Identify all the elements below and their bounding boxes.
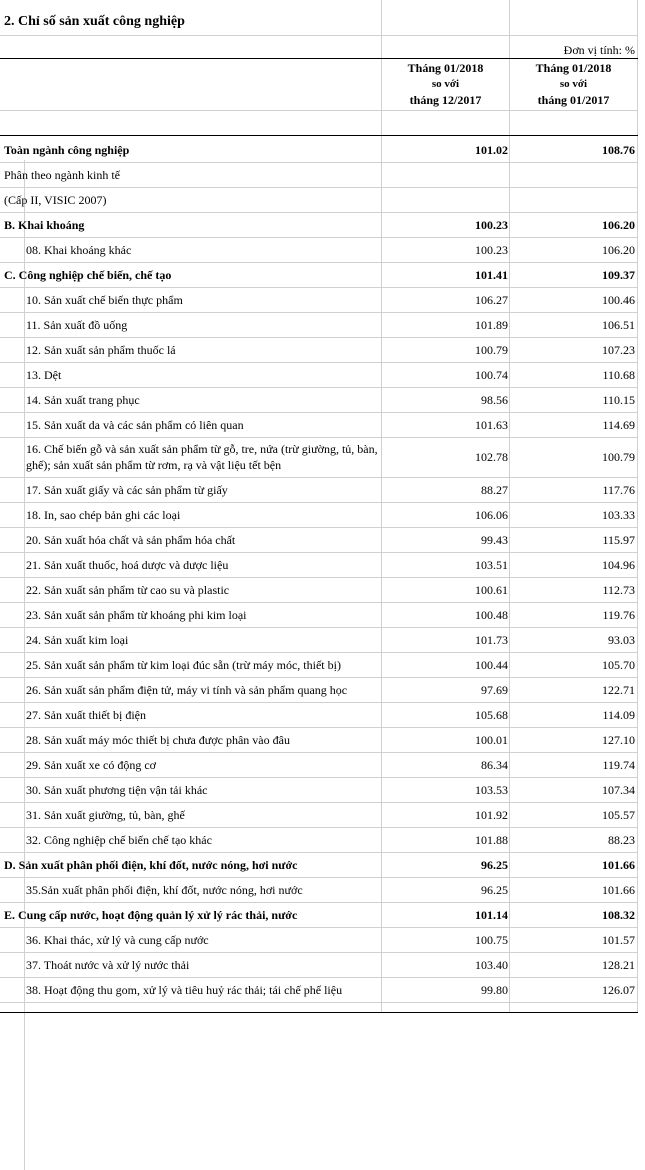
value-vs-same-month-last-year: 119.74 bbox=[602, 758, 635, 772]
value-vs-same-month-last-year: 104.96 bbox=[602, 558, 635, 572]
row-label: 24. Sản xuất kim loại bbox=[26, 633, 129, 647]
row-label: 23. Sản xuất sản phẩm từ khoáng phi kim loại bbox=[26, 608, 247, 622]
value-vs-same-month-last-year: 108.76 bbox=[602, 143, 635, 157]
row-label: Phân theo ngành kinh tế bbox=[4, 168, 120, 182]
value-vs-same-month-last-year: 103.33 bbox=[602, 508, 635, 522]
grid-line bbox=[0, 702, 638, 703]
grid-line bbox=[0, 552, 638, 553]
value-vs-same-month-last-year: 115.97 bbox=[602, 533, 635, 547]
value-vs-previous-month: 100.44 bbox=[475, 658, 508, 672]
row-label: 16. Chế biến gỗ và sản xuất sản phẩm từ gỗ, tre, nứa (trừ giường, tủ, bàn, ghế); sản xuất sản phẩm từ rơm, rạ và vật liệu tết bện bbox=[26, 442, 378, 472]
grid-line bbox=[637, 0, 638, 1012]
grid-line bbox=[0, 502, 638, 503]
row-label: 13. Dệt bbox=[26, 368, 62, 382]
grid-line bbox=[0, 337, 638, 338]
row-label: 17. Sản xuất giấy và các sản phẩm từ giấy bbox=[26, 483, 228, 497]
row-label: 35.Sản xuất phân phối điện, khí đốt, nước nóng, hơi nước bbox=[26, 883, 303, 897]
value-vs-same-month-last-year: 106.20 bbox=[602, 218, 635, 232]
value-vs-previous-month: 98.56 bbox=[481, 393, 508, 407]
value-vs-previous-month: 101.02 bbox=[475, 143, 508, 157]
value-vs-previous-month: 101.14 bbox=[475, 908, 508, 922]
grid-line bbox=[0, 212, 638, 213]
grid-line bbox=[0, 802, 638, 803]
grid-line bbox=[0, 477, 638, 478]
grid-line bbox=[0, 287, 638, 288]
grid-line bbox=[0, 627, 638, 628]
value-vs-previous-month: 100.79 bbox=[475, 343, 508, 357]
value-vs-same-month-last-year: 88.23 bbox=[608, 833, 635, 847]
column-header-1 bbox=[382, 60, 509, 108]
row-label: 20. Sản xuất hóa chất và sản phẩm hóa chất bbox=[26, 533, 236, 547]
value-vs-same-month-last-year: 112.73 bbox=[602, 583, 635, 597]
grid-line bbox=[509, 0, 510, 1012]
value-vs-same-month-last-year: 93.03 bbox=[608, 633, 635, 647]
value-vs-same-month-last-year: 126.07 bbox=[602, 983, 635, 997]
grid-line bbox=[0, 827, 638, 828]
value-vs-previous-month: 106.27 bbox=[475, 293, 508, 307]
grid-line bbox=[0, 412, 638, 413]
column-header-line: tháng 01/2017 bbox=[537, 93, 610, 107]
grid-line bbox=[0, 262, 638, 263]
value-vs-same-month-last-year: 100.46 bbox=[602, 293, 635, 307]
value-vs-same-month-last-year: 114.09 bbox=[602, 708, 635, 722]
value-vs-same-month-last-year: 106.20 bbox=[602, 243, 635, 257]
value-vs-same-month-last-year: 110.68 bbox=[602, 368, 635, 382]
row-label: 28. Sản xuất máy móc thiết bị chưa được phân vào đâu bbox=[26, 733, 290, 747]
value-vs-previous-month: 103.40 bbox=[475, 958, 508, 972]
row-label: Toàn ngành công nghiệp bbox=[4, 143, 130, 157]
value-vs-same-month-last-year: 117.76 bbox=[602, 483, 635, 497]
value-vs-previous-month: 103.51 bbox=[475, 558, 508, 572]
header-bottom-border bbox=[0, 135, 638, 136]
row-label: 37. Thoát nước và xử lý nước thải bbox=[26, 958, 190, 972]
value-vs-previous-month: 106.06 bbox=[475, 508, 508, 522]
row-label: 29. Sản xuất xe có động cơ bbox=[26, 758, 156, 772]
value-vs-previous-month: 103.53 bbox=[475, 783, 508, 797]
value-vs-same-month-last-year: 105.70 bbox=[602, 658, 635, 672]
value-vs-previous-month: 99.80 bbox=[481, 983, 508, 997]
row-label: E. Cung cấp nước, hoạt động quản lý xử lý rác thải, nước bbox=[4, 908, 298, 922]
value-vs-previous-month: 100.01 bbox=[475, 733, 508, 747]
value-vs-previous-month: 101.41 bbox=[475, 268, 508, 282]
value-vs-same-month-last-year: 107.23 bbox=[602, 343, 635, 357]
grid-line bbox=[0, 677, 638, 678]
value-vs-previous-month: 101.63 bbox=[475, 418, 508, 432]
value-vs-previous-month: 96.25 bbox=[481, 858, 508, 872]
value-vs-previous-month: 97.69 bbox=[481, 683, 508, 697]
grid-line bbox=[0, 387, 638, 388]
grid-line bbox=[0, 35, 638, 36]
row-label: 25. Sản xuất sản phẩm từ kim loại đúc sẵn (trừ máy móc, thiết bị) bbox=[26, 658, 341, 672]
value-vs-previous-month: 86.34 bbox=[481, 758, 508, 772]
grid-line bbox=[0, 110, 638, 111]
grid-line bbox=[0, 237, 638, 238]
row-label: B. Khai khoáng bbox=[4, 218, 85, 232]
grid-line bbox=[0, 652, 638, 653]
grid-line bbox=[0, 877, 638, 878]
value-vs-previous-month: 102.78 bbox=[475, 450, 508, 464]
value-vs-same-month-last-year: 100.79 bbox=[602, 450, 635, 464]
grid-line bbox=[0, 752, 638, 753]
row-label: 31. Sản xuất giường, tủ, bàn, ghế bbox=[26, 808, 185, 822]
value-vs-previous-month: 100.74 bbox=[475, 368, 508, 382]
value-vs-same-month-last-year: 101.57 bbox=[602, 933, 635, 947]
row-label: 22. Sản xuất sản phẩm từ cao su và plastic bbox=[26, 583, 230, 597]
row-label: 32. Công nghiệp chế biến chế tạo khác bbox=[26, 833, 212, 847]
value-vs-same-month-last-year: 107.34 bbox=[602, 783, 635, 797]
column-header-line: so với bbox=[431, 78, 460, 90]
header-top-border bbox=[0, 58, 638, 59]
value-vs-previous-month: 101.92 bbox=[475, 808, 508, 822]
row-label: C. Công nghiệp chế biến, chế tạo bbox=[4, 268, 172, 282]
grid-line bbox=[0, 927, 638, 928]
value-vs-previous-month: 100.48 bbox=[475, 608, 508, 622]
grid-line bbox=[0, 777, 638, 778]
grid-line bbox=[0, 437, 638, 438]
value-vs-same-month-last-year: 101.66 bbox=[602, 883, 635, 897]
value-vs-same-month-last-year: 114.69 bbox=[602, 418, 635, 432]
row-label: 26. Sản xuất sản phẩm điện tử, máy vi tính và sản phẩm quang học bbox=[26, 683, 348, 697]
table-bottom-border bbox=[0, 1012, 638, 1013]
row-label: 38. Hoạt động thu gom, xử lý và tiêu huỷ rác thải; tái chế phế liệu bbox=[26, 983, 343, 997]
value-vs-same-month-last-year: 127.10 bbox=[602, 733, 635, 747]
row-label: 08. Khai khoáng khác bbox=[26, 243, 132, 257]
row-label: 27. Sản xuất thiết bị điện bbox=[26, 708, 146, 722]
value-vs-previous-month: 100.75 bbox=[475, 933, 508, 947]
grid-line bbox=[0, 162, 638, 163]
grid-line bbox=[0, 727, 638, 728]
value-vs-same-month-last-year: 119.76 bbox=[602, 608, 635, 622]
unit-label: Đơn vị tính: % bbox=[563, 43, 635, 57]
grid-line bbox=[0, 527, 638, 528]
value-vs-same-month-last-year: 101.66 bbox=[602, 858, 635, 872]
column-header-2 bbox=[510, 60, 637, 108]
column-header-line: tháng 12/2017 bbox=[409, 93, 482, 107]
column-header-line: Tháng 01/2018 bbox=[407, 61, 484, 75]
column-header-line: so với bbox=[559, 78, 588, 90]
grid-line bbox=[0, 602, 638, 603]
row-label: 18. In, sao chép bản ghi các loại bbox=[26, 508, 181, 522]
value-vs-previous-month: 100.23 bbox=[475, 218, 508, 232]
value-vs-previous-month: 100.23 bbox=[475, 243, 508, 257]
row-label: 14. Sản xuất trang phục bbox=[26, 393, 140, 407]
page-title: 2. Chỉ số sản xuất công nghiệp bbox=[4, 14, 185, 29]
value-vs-same-month-last-year: 128.21 bbox=[602, 958, 635, 972]
value-vs-previous-month: 88.27 bbox=[481, 483, 508, 497]
value-vs-same-month-last-year: 110.15 bbox=[602, 393, 635, 407]
row-label: 15. Sản xuất da và các sản phẩm có liên quan bbox=[26, 418, 244, 432]
value-vs-previous-month: 96.25 bbox=[481, 883, 508, 897]
row-label: 11. Sản xuất đồ uống bbox=[26, 318, 128, 332]
grid-line bbox=[0, 1002, 638, 1003]
value-vs-same-month-last-year: 109.37 bbox=[602, 268, 635, 282]
value-vs-previous-month: 105.68 bbox=[475, 708, 508, 722]
row-label: 12. Sản xuất sản phẩm thuốc lá bbox=[26, 343, 176, 357]
row-label: 21. Sản xuất thuốc, hoá dược và dược liệu bbox=[26, 558, 229, 572]
grid-line bbox=[381, 0, 382, 1012]
grid-line bbox=[0, 187, 638, 188]
value-vs-same-month-last-year: 122.71 bbox=[602, 683, 635, 697]
row-label: 36. Khai thác, xử lý và cung cấp nước bbox=[26, 933, 209, 947]
value-vs-previous-month: 100.61 bbox=[475, 583, 508, 597]
grid-line bbox=[0, 902, 638, 903]
row-label: D. Sản xuất phân phối điện, khí đốt, nước nóng, hơi nước bbox=[4, 858, 298, 872]
column-header-line: Tháng 01/2018 bbox=[535, 61, 612, 75]
grid-line bbox=[0, 577, 638, 578]
value-vs-previous-month: 101.88 bbox=[475, 833, 508, 847]
row-label: 30. Sản xuất phương tiện vận tải khác bbox=[26, 783, 208, 797]
value-vs-same-month-last-year: 108.32 bbox=[602, 908, 635, 922]
value-vs-previous-month: 101.73 bbox=[475, 633, 508, 647]
grid-line bbox=[0, 852, 638, 853]
value-vs-same-month-last-year: 106.51 bbox=[602, 318, 635, 332]
value-vs-previous-month: 101.89 bbox=[475, 318, 508, 332]
row-label: (Cấp II, VISIC 2007) bbox=[4, 193, 107, 207]
value-vs-previous-month: 99.43 bbox=[481, 533, 508, 547]
grid-line bbox=[0, 977, 638, 978]
grid-line bbox=[0, 312, 638, 313]
row-label: 10. Sản xuất chế biến thực phẩm bbox=[26, 293, 183, 307]
grid-line bbox=[0, 362, 638, 363]
grid-line bbox=[0, 952, 638, 953]
value-vs-same-month-last-year: 105.57 bbox=[602, 808, 635, 822]
